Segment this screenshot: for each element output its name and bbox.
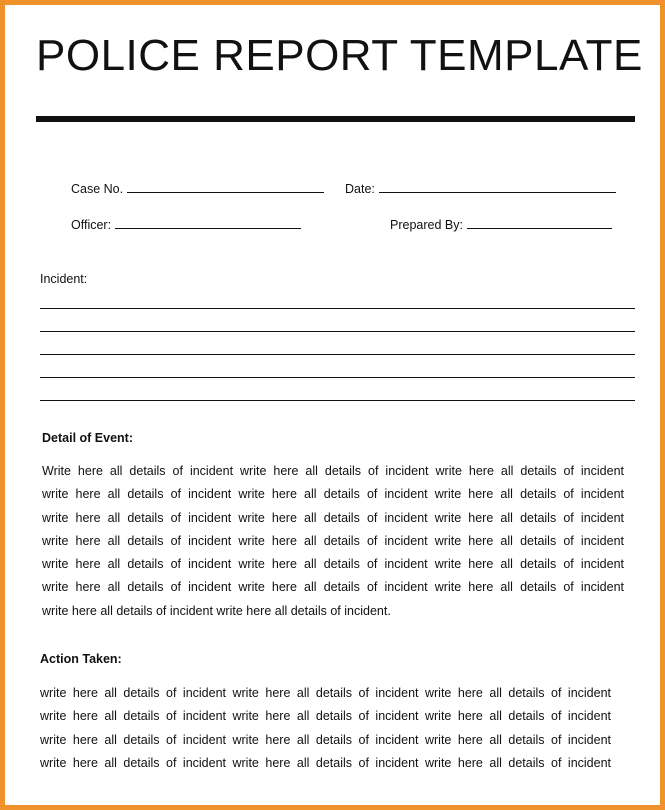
document-title: POLICE REPORT TEMPLATE <box>36 31 643 80</box>
incident-line <box>40 354 635 355</box>
case-no-field <box>71 181 324 197</box>
action-line: write here all details of incident write here all details of incident write here all details of incident <box>40 709 611 724</box>
detail-line: write here all details of incident write here all details of incident write here all details of incident <box>42 487 624 502</box>
incident-line <box>40 400 635 401</box>
officer-field <box>71 217 301 233</box>
action-line: write here all details of incident write here all details of incident write here all details of incident <box>40 732 611 747</box>
detail-paragraph <box>42 460 624 623</box>
action-line: write here all details of incident write here all details of incident write here all details of incident <box>40 755 611 770</box>
incident-line <box>40 377 635 378</box>
case-no-blank <box>127 181 324 193</box>
incident-line <box>40 331 635 332</box>
title-divider <box>36 116 635 122</box>
detail-line: write here all details of incident write here all details of incident write here all details of incident <box>42 580 624 595</box>
prepared-by-field <box>390 217 612 233</box>
detail-heading: Detail of Event: <box>42 431 133 445</box>
case-no-label: Case No. <box>71 182 124 196</box>
action-heading: Action Taken: <box>40 652 122 666</box>
action-paragraph <box>40 682 611 775</box>
detail-line: Write here all details of incident write here all details of incident write here all details of incident <box>42 464 624 478</box>
action-line: write here all details of incident write here all details of incident write here all details of incident <box>40 686 611 700</box>
detail-line: write here all details of incident write here all details of incident. <box>42 603 391 618</box>
prepared-by-blank <box>467 217 612 229</box>
incident-line <box>40 308 635 309</box>
date-blank <box>379 181 616 193</box>
detail-line: write here all details of incident write here all details of incident write here all details of incident <box>42 533 624 548</box>
officer-label: Officer: <box>71 218 112 232</box>
prepared-by-label: Prepared By: <box>390 218 463 232</box>
officer-blank <box>115 217 301 229</box>
date-field <box>345 181 616 197</box>
date-label: Date: <box>345 182 375 196</box>
detail-line: write here all details of incident write here all details of incident write here all details of incident <box>42 510 624 525</box>
detail-line: write here all details of incident write here all details of incident write here all details of incident <box>42 557 624 572</box>
incident-label: Incident: <box>40 272 88 286</box>
